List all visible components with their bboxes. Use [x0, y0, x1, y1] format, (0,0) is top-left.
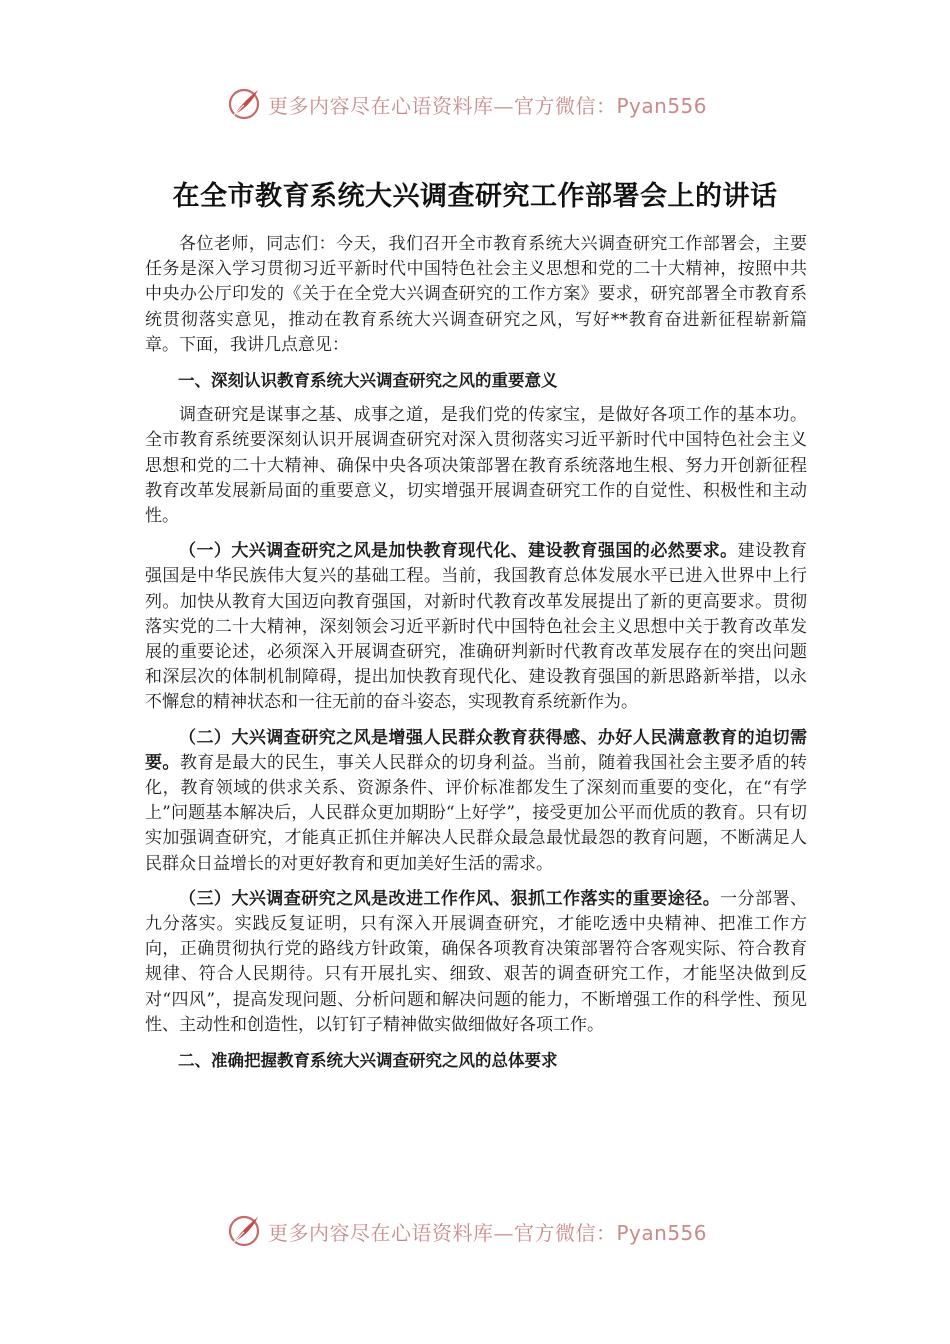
intro-paragraph: 各位老师，同志们：今天，我们召开全市教育系统大兴调查研究工作部署会，主要任务是深入学习贯彻习近平新时代中国特色社会主义思想和党的二十大精神，按照中共中央办公厅印发的《关于在全党大兴调查研究的工作方案》要求，研究部署全市教育系统贯彻落实意见，推动在教育系统大兴调查研究之风，写好**教育奋进新征程崭新篇章。下面，我讲几点意见：: [145, 234, 807, 355]
point-3-paragraph: [145, 887, 807, 1038]
watermark-label: 更多内容尽在心语资料库—官方微信：: [268, 93, 617, 118]
watermark-wechat-id: Pyan556: [616, 93, 708, 118]
quill-pen-logo-icon: [226, 86, 262, 122]
document-title: 在全市教育系统大兴调查研究工作部署会上的讲话: [172, 181, 778, 212]
point-2-text: 教育是最大的民生，事关人民群众的切身利益。当前，随着我国社会主要矛盾的转化，教育领域的供求关系、资源条件、评价标准都发生了深刻而重要的变化，在“有学上”问题基本解决后，人民群众更加期盼“上好学”，接受更加公平而优质的教育。只有切实加强调查研究，才能真正抓住并解决人民群众最急最忧最怨的教育问题，不断满足人民群众日益增长的对更好教育和更加美好生活的需求。: [145, 752, 808, 874]
watermark-text: [268, 1217, 707, 1246]
watermark-header: [226, 84, 746, 124]
point-1-lead: （一）大兴调查研究之风是加快教育现代化、建设教育强国的必然要求。: [179, 541, 738, 562]
quill-pen-logo-icon: [226, 1213, 262, 1249]
point-2-lead: （二）大兴调查研究之风是增强人民群众教育获得感、办好人民满意教育的迫切需要。: [145, 727, 807, 773]
document-body: [145, 232, 807, 1083]
section-1-body: 调查研究是谋事之基、成事之道，是我们党的传家宝，是做好各项工作的基本功。全市教育系统要深刻认识开展调查研究对深入贯彻落实习近平新时代中国特色社会主义思想和党的二十大精神、确保中央各项决策部署在教育系统落地生根、努力开创新征程教育改革发展新局面的重要意义，切实增强开展调查研究工作的自觉性、积极性和主动性。: [145, 405, 807, 527]
point-1-paragraph: [145, 539, 807, 715]
point-3-lead: （三）大兴调查研究之风是改进工作作风、狠抓工作落实的重要途径。: [179, 888, 721, 909]
watermark-footer: [226, 1211, 746, 1251]
watermark-label: 更多内容尽在心语资料库—官方微信：: [268, 1220, 617, 1245]
watermark-wechat-id: Pyan556: [616, 1220, 708, 1245]
point-3-text: 一分部署、九分落实。实践反复证明，只有深入开展调查研究，才能吃透中央精神、把准工作方向，正确贯彻执行党的路线方针政策，确保各项教育决策部署符合客观实际、符合教育规律、符合人民期待。只有开展扎实、细致、艰苦的调查研究工作，才能坚决做到反对“四风”，提高发现问题、分析问题和解决问题的能力，不断增强工作的科学性、预见性、主动性和创造性，以钉钉子精神做实做细做好各项工作。: [145, 888, 808, 1035]
point-1-text: 建设教育强国是中华民族伟大复兴的基础工程。当前，我国教育总体发展水平已进入世界中上行列。加快从教育大国迈向教育强国，对新时代教育改革发展提出了新的更高要求。贯彻落实党的二十大精神，深刻领会习近平新时代中国特色社会主义思想中关于教育改革发展的重要论述，必须深入开展调查研究，准确研判新时代教育改革发展存在的突出问题和深层次的体制机制障碍，提出加快教育现代化、建设教育强国的新思路新举措，以永不懈怠的精神状态和一往无前的奋斗姿态，实现教育系统新作为。: [145, 541, 808, 713]
point-2-paragraph: [145, 726, 807, 877]
section-1-heading: 一、深刻认识教育系统大兴调查研究之风的重要意义: [178, 371, 558, 391]
section-2-heading: 二、准确把握教育系统大兴调查研究之风的总体要求: [178, 1051, 558, 1071]
watermark-text: [268, 90, 707, 119]
